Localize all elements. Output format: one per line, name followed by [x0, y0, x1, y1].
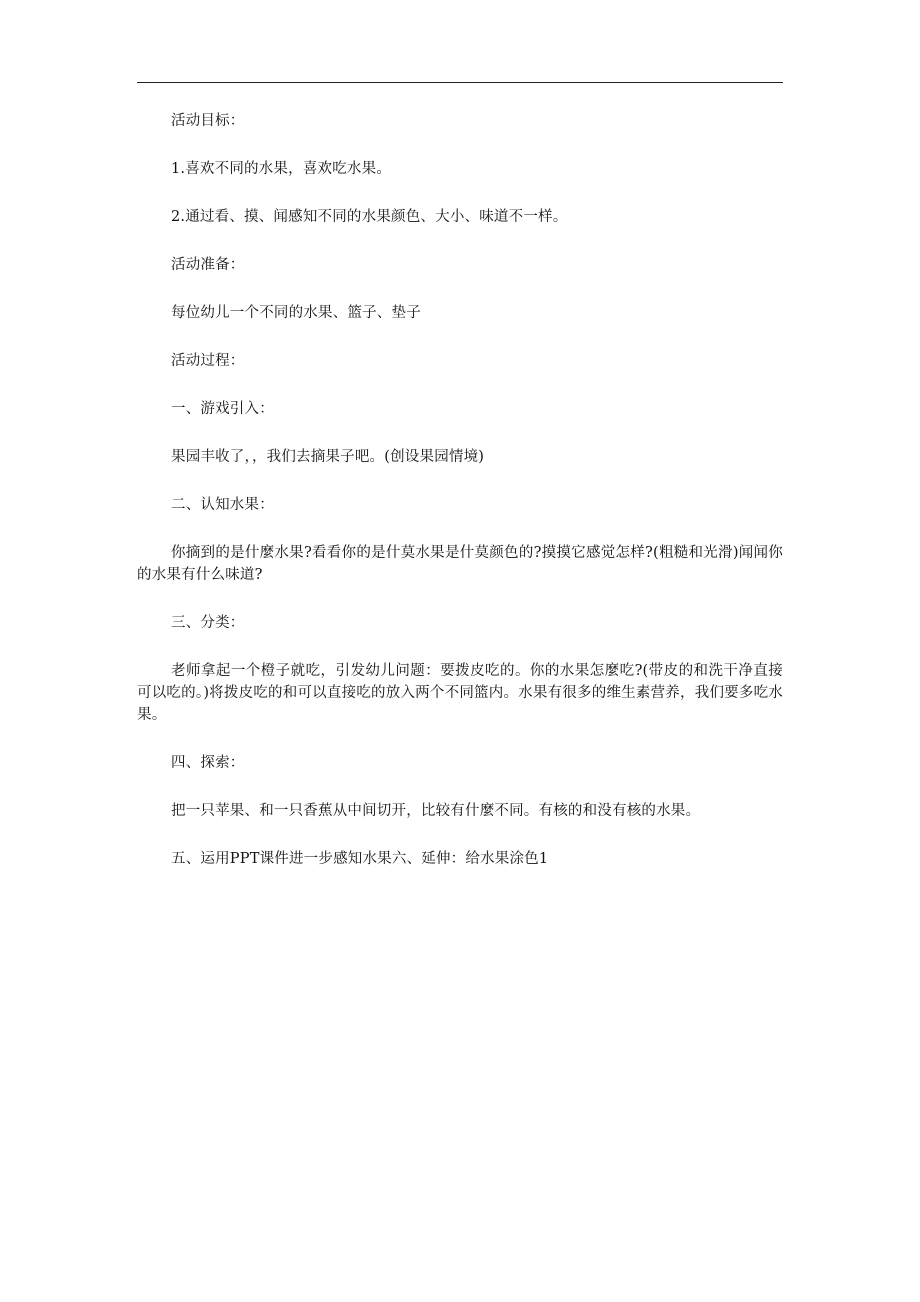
- goal-item-2: 2.通过看、摸、闻感知不同的水果颜色、大小、味道不一样。: [171, 209, 568, 225]
- heading-activity-process: 活动过程：: [171, 353, 245, 369]
- step-2-heading: 二、认知水果：: [171, 497, 274, 513]
- step-5-6-text: 五、运用PPT课件进一步感知水果六、延伸：给水果涂色1: [171, 851, 549, 867]
- step-3-heading: 三、分类：: [171, 615, 245, 631]
- step-4-text: 把一只苹果、和一只香蕉从中间切开，比较有什麼不同。有核的和没有核的水果。: [171, 803, 701, 819]
- step-4-heading: 四、探索：: [171, 755, 245, 771]
- goal-item-1: 1.喜欢不同的水果，喜欢吃水果。: [171, 161, 392, 177]
- step-3-text: 老师拿起一个橙子就吃，引发幼儿问题：要拨皮吃的。你的水果怎麼吃?(带皮的和洗干净直接可以吃的。)将拨皮吃的和可以直接吃的放入两个不同篮内。水果有很多的维生素营养，我们要多吃水果。: [137, 663, 783, 723]
- step-2-text: 你摘到的是什麼水果?看看你的是什莫水果是什莫颜色的?摸摸它感觉怎样?(粗糙和光滑)闻闻你的水果有什么味道?: [137, 545, 783, 583]
- heading-activity-goals: 活动目标：: [171, 113, 245, 129]
- heading-activity-preparation: 活动准备：: [171, 257, 245, 273]
- step-1-text: 果园丰收了，，我们去摘果子吧。(创设果园情境): [171, 449, 485, 465]
- header-rule: [137, 82, 783, 83]
- step-1-heading: 一、游戏引入：: [171, 401, 274, 417]
- preparation-text: 每位幼儿一个不同的水果、篮子、垫子: [171, 305, 421, 321]
- document-body: [137, 110, 783, 896]
